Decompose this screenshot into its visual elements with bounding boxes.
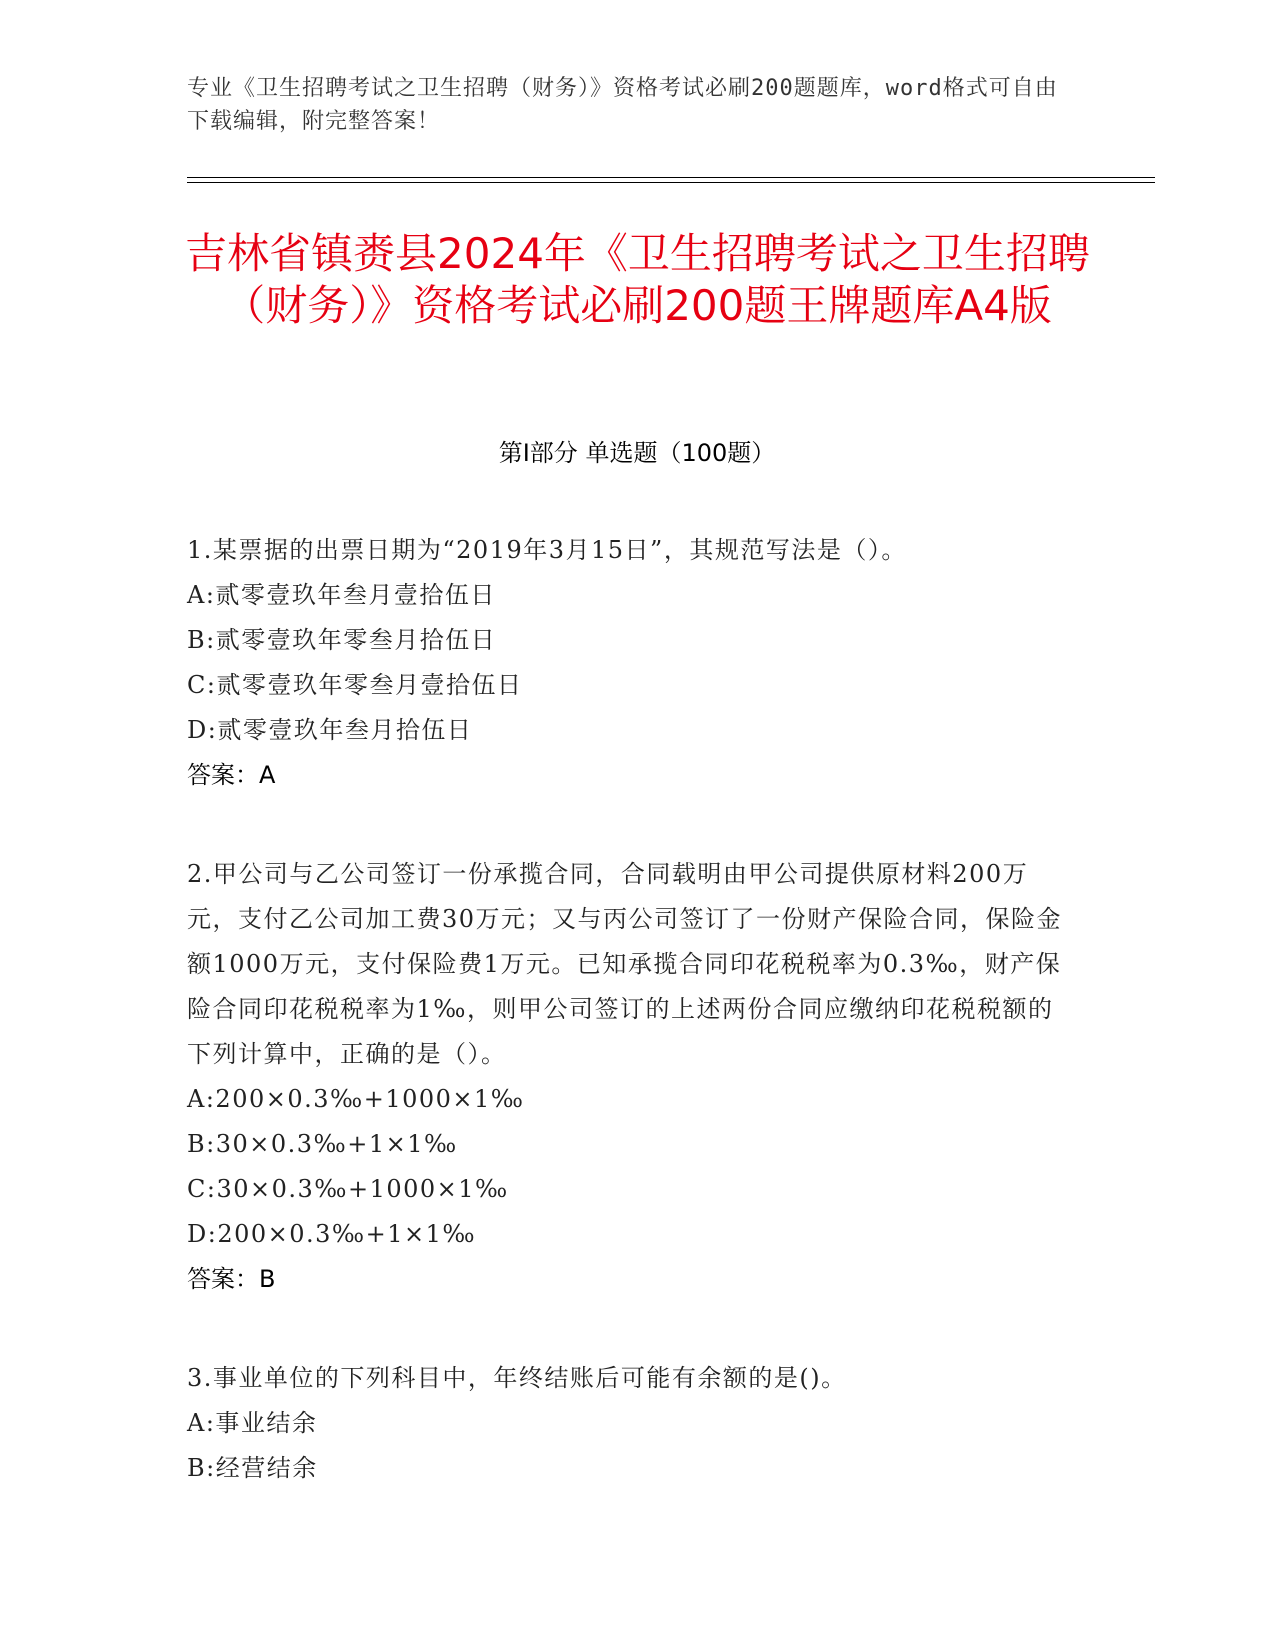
question-stem: 1.某票据的出票日期为“2019年3月15日”，其规范写法是（）。 xyxy=(187,536,907,564)
question-stem: 2.甲公司与乙公司签订一份承揽合同，合同载明由甲公司提供原材料200万元，支付乙公司加工费30万元；又与丙公司签订了一份财产保险合同，保险金额1000万元，支付保险费1万元。已知承揽合同印花税税率为0.3‰，财产保险合同印花税税率为1‰，则甲公司签订的上述两份合同应缴纳印花税税额的下列计算中，正确的是（）。 xyxy=(187,860,1063,1068)
option-a: A:200×0.3‰+1000×1‰ xyxy=(187,1085,525,1113)
option-c: C:贰零壹玖年零叁月壹拾伍日 xyxy=(187,671,523,699)
option-b: B:30×0.3‰+1×1‰ xyxy=(187,1130,458,1158)
document-title: 吉林省镇赉县2024年《卫生招聘考试之卫生招聘（财务）》资格考试必刷200题王牌题库A4版 xyxy=(185,229,1090,330)
option-d: D:200×0.3‰+1×1‰ xyxy=(187,1220,477,1248)
question-3 xyxy=(187,1356,1077,1491)
question-list xyxy=(187,528,1077,1545)
option-d: D:贰零壹玖年叁月拾伍日 xyxy=(187,716,473,744)
header-rule-top xyxy=(187,177,1155,178)
question-2 xyxy=(187,852,1077,1302)
option-a: A:贰零壹玖年叁月壹拾伍日 xyxy=(187,581,496,609)
header-rule-bottom xyxy=(187,182,1155,183)
answer: 答案：B xyxy=(187,1265,276,1293)
question-stem: 3.事业单位的下列科目中，年终结账后可能有余额的是()。 xyxy=(187,1364,847,1392)
option-b: B:贰零壹玖年零叁月拾伍日 xyxy=(187,626,497,654)
option-a: A:事业结余 xyxy=(187,1409,318,1437)
section-title: 第I部分 单选题（100题） xyxy=(498,439,776,467)
answer: 答案：A xyxy=(187,761,276,789)
option-c: C:30×0.3‰+1000×1‰ xyxy=(187,1175,509,1203)
option-b: B:经营结余 xyxy=(187,1454,318,1482)
header-note: 专业《卫生招聘考试之卫生招聘（财务）》资格考试必刷200题题库，word格式可自由下载编辑，附完整答案！ xyxy=(187,76,1058,134)
question-1 xyxy=(187,528,1077,798)
